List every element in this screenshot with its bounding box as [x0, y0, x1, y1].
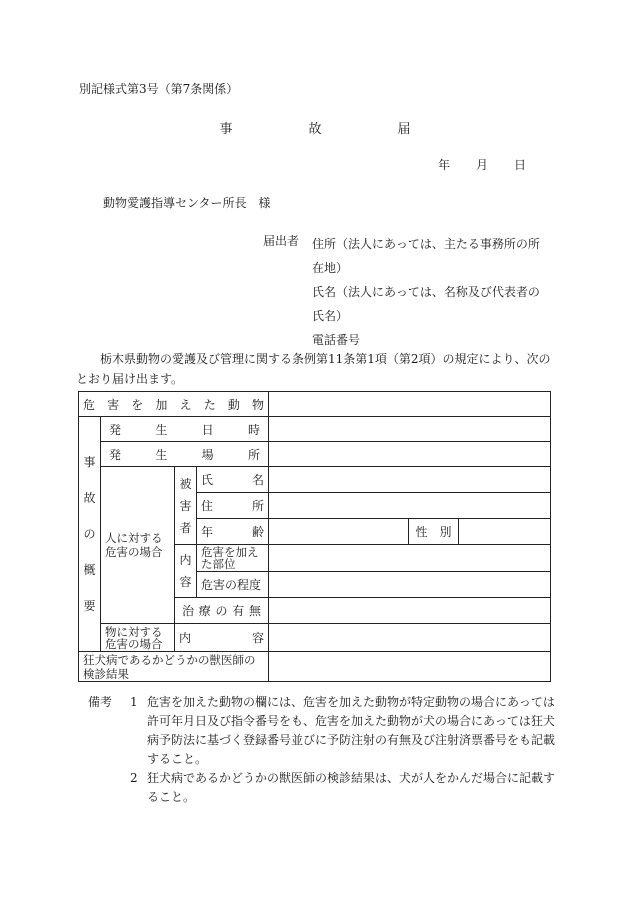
date-line	[438, 156, 526, 173]
harm-content-label: 内 容	[175, 545, 197, 598]
victim-name-field[interactable]	[269, 467, 551, 493]
property-harm-label: 物に対する危害の場合	[101, 624, 175, 652]
reporter-name-line2: 氏名）	[312, 309, 349, 323]
date-month: 月	[476, 158, 489, 172]
victim-age-field[interactable]	[269, 519, 409, 545]
note-text: 危害を加えた動物の欄には、危害を加えた動物が特定動物の場合にあっては許可年月日及び指令番号をも、危害を加えた動物が犬の場合にあっては狂犬病予防法に基づく登録番号並びに予防注射の有無及び注射済票番号をも記載すること。	[147, 695, 556, 766]
reporter-address-line1: 住所（法人にあっては、主たる事務所の所	[312, 237, 540, 251]
occurred-place-label: 発 生 場 所	[101, 442, 269, 467]
title-char: 故	[308, 122, 322, 137]
rabies-exam-label: 狂犬病であるかどうかの獣医師の検診結果	[79, 652, 269, 682]
person-harm-label: 人に対する危害の場合	[101, 467, 175, 624]
accident-form-table	[78, 391, 551, 682]
reporter-phone: 電話番号	[312, 333, 361, 347]
harm-degree-field[interactable]	[269, 572, 551, 598]
property-content-label: 内 容	[175, 624, 269, 652]
note-text: 狂犬病であるかどうかの獣医師の検診結果は、犬が人をかんだ場合に記載すること。	[147, 771, 556, 804]
victim-address-label: 住 所	[197, 493, 269, 519]
victim-name-label: 氏 名	[197, 467, 269, 493]
addressee: 動物愛護指導センター所長 様	[103, 196, 271, 210]
body-text: 栃木県動物の愛護及び管理に関する条例第11条第1項（第2項）の規定により、次のとおり届け出ます。	[76, 352, 551, 386]
title-char: 届	[397, 122, 411, 137]
document-title	[0, 118, 630, 137]
reporter-name-line1: 氏名（法人にあっては、名称及び代表者の	[312, 285, 540, 299]
rabies-exam-field[interactable]	[269, 652, 551, 682]
treatment-label: 治 療 の 有 無	[175, 598, 269, 624]
harm-degree-label: 危害の程度	[197, 572, 269, 598]
notes-label: 備考	[88, 695, 113, 709]
victim-sex-field[interactable]	[459, 519, 551, 545]
accident-summary-label: 事 故 の 概 要	[79, 417, 101, 652]
animal-label: 危 害 を 加 え た 動 物	[79, 392, 269, 417]
note-item	[88, 693, 557, 769]
date-year: 年	[438, 158, 451, 172]
occurred-date-field[interactable]	[269, 417, 551, 442]
note-number: 1	[130, 695, 138, 709]
note-item	[88, 769, 557, 807]
date-day: 日	[514, 158, 527, 172]
occurred-date-label: 発 生 日 時	[101, 417, 269, 442]
note-number: 2	[130, 771, 138, 785]
victim-age-label: 年 齢	[197, 519, 269, 545]
harmed-part-label: 危害を加えた部位	[197, 545, 269, 572]
reporter-label: 届出者	[263, 234, 300, 248]
title-char: 事	[219, 122, 233, 137]
property-content-field[interactable]	[269, 624, 551, 652]
reporter-info	[312, 232, 540, 352]
reporter-address-line2: 在地）	[312, 261, 349, 275]
victim-label: 被 害 者	[175, 467, 197, 545]
animal-field[interactable]	[269, 392, 551, 417]
treatment-field[interactable]	[269, 598, 551, 624]
form-label: 別記様式第3号（第7条関係）	[79, 82, 239, 96]
occurred-place-field[interactable]	[269, 442, 551, 467]
notes	[88, 693, 557, 807]
harmed-part-field[interactable]	[269, 545, 551, 572]
victim-sex-label: 性 別	[409, 519, 459, 545]
victim-address-field[interactable]	[269, 493, 551, 519]
